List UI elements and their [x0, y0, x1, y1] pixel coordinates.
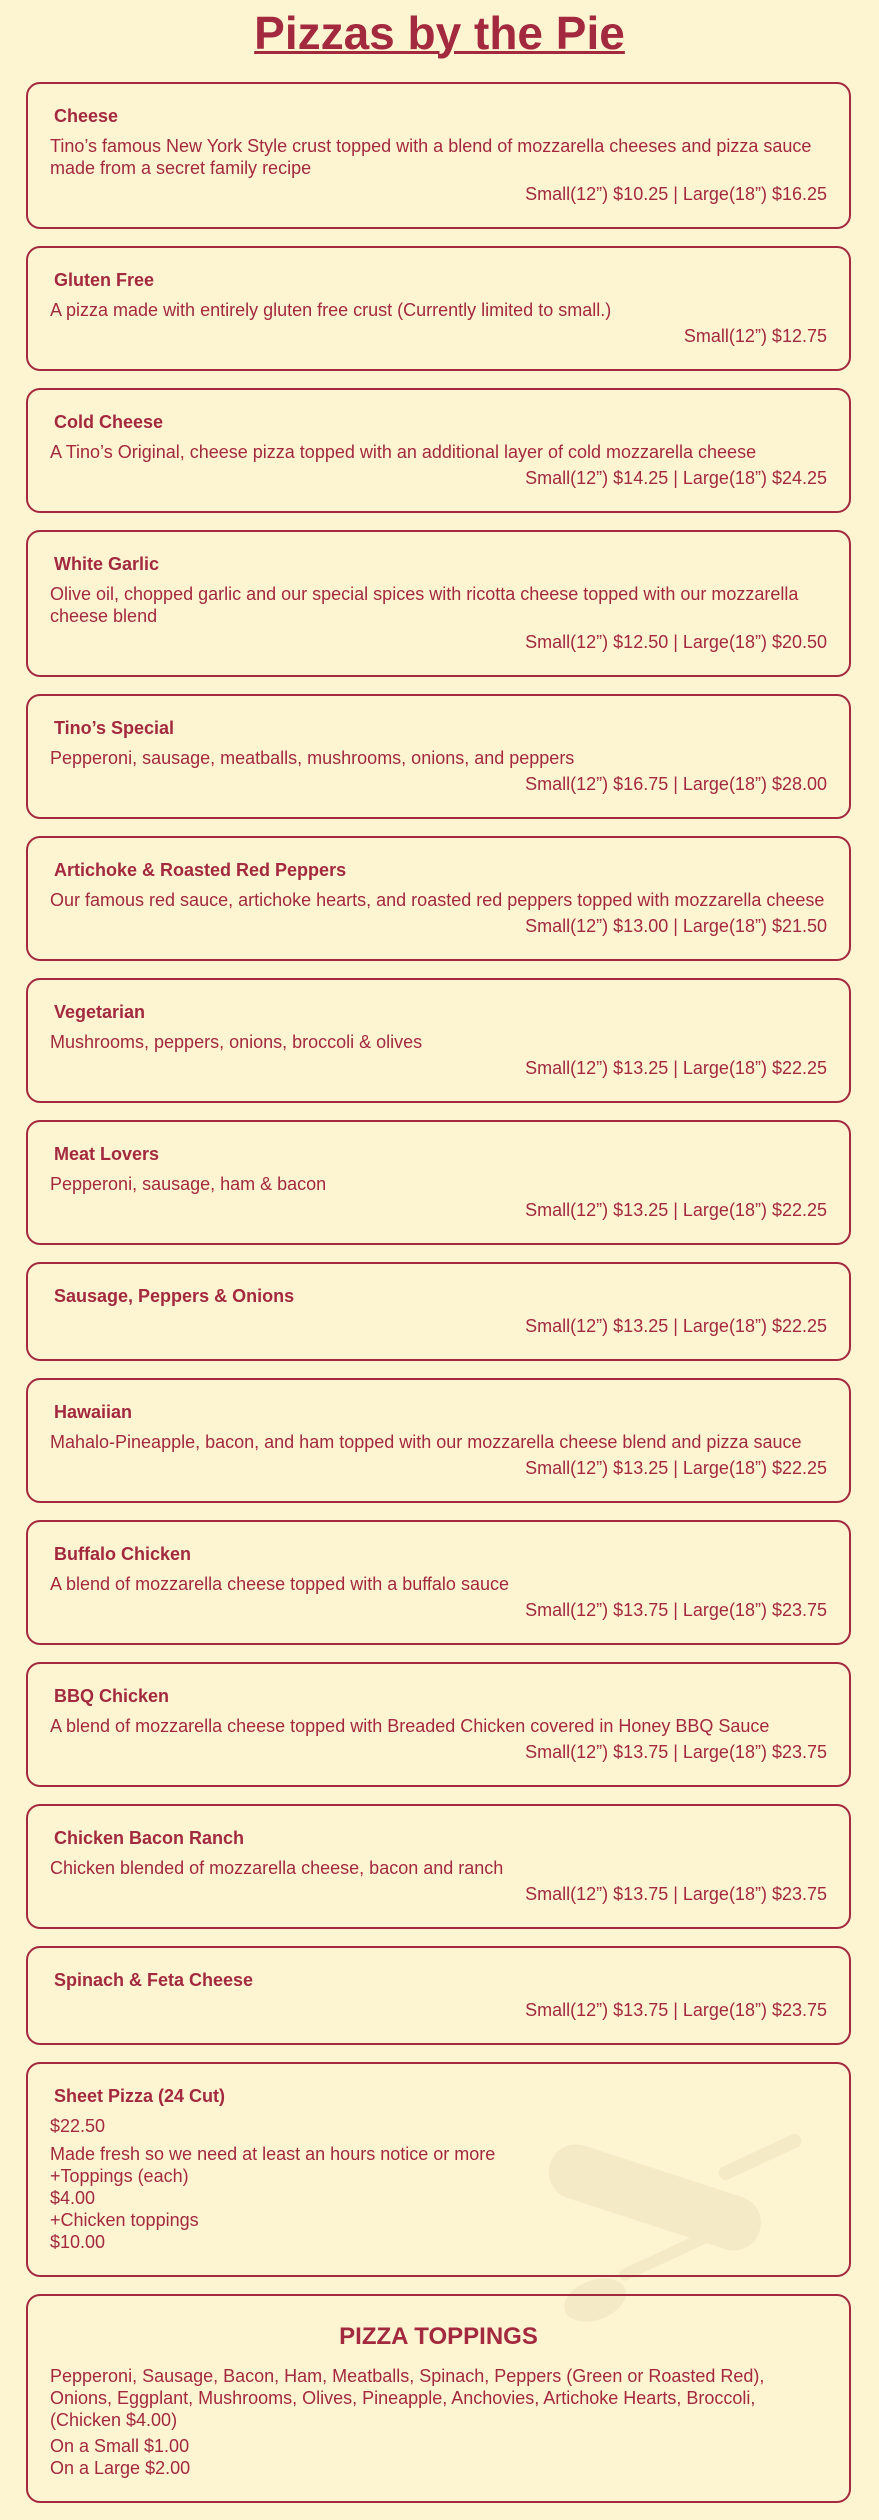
menu-item-name: White Garlic	[54, 554, 160, 574]
page-title: Pizzas by the Pie	[254, 7, 625, 59]
toppings-large-price: On a Large $2.00	[50, 2458, 191, 2478]
sheet-detail-line: $4.00	[50, 2188, 96, 2208]
menu-item-card	[26, 530, 851, 677]
sheet-price: $22.50	[50, 2116, 106, 2136]
menu-item-name: Hawaiian	[54, 1402, 133, 1422]
menu-item-card	[26, 1262, 851, 1361]
menu-item-description: Mahalo-Pineapple, bacon, and ham topped with our mozzarella cheese blend and pizza sauce	[50, 1432, 802, 1452]
menu-item-price: Small(12”) $16.75 | Large(18”) $28.00	[525, 774, 827, 794]
menu-item-card	[26, 694, 851, 819]
menu-item-card	[26, 1804, 851, 1929]
menu-item-name: Meat Lovers	[54, 1144, 160, 1164]
menu-item-card	[26, 1662, 851, 1787]
menu-item-name: Vegetarian	[54, 1002, 146, 1022]
menu-item-card	[26, 388, 851, 513]
menu-item-price: Small(12”) $13.25 | Large(18”) $22.25	[525, 1316, 827, 1336]
menu-item-price: Small(12”) $10.25 | Large(18”) $16.25	[525, 184, 827, 204]
menu-item-card	[26, 1946, 851, 2045]
pizza-toppings-card	[26, 2294, 851, 2503]
menu-item-description: Pepperoni, sausage, meatballs, mushrooms, onions, and peppers	[50, 748, 575, 768]
menu-item-name: Spinach & Feta Cheese	[54, 1970, 254, 1990]
menu-item-card	[26, 1520, 851, 1645]
menu-item-price: Small(12”) $14.25 | Large(18”) $24.25	[525, 468, 827, 488]
menu-item-price: Small(12”) $13.75 | Large(18”) $23.75	[525, 1742, 827, 1762]
menu-item-card	[26, 82, 851, 229]
menu-item-price: Small(12”) $13.25 | Large(18”) $22.25	[525, 1058, 827, 1078]
menu-item-description: Pepperoni, sausage, ham & bacon	[50, 1174, 327, 1194]
menu-item-price: Small(12”) $13.25 | Large(18”) $22.25	[525, 1458, 827, 1478]
menu-item-price: Small(12”) $13.75 | Large(18”) $23.75	[525, 1884, 827, 1904]
toppings-small-price: On a Small $1.00	[50, 2436, 190, 2456]
menu-item-card	[26, 836, 851, 961]
menu-item-price: Small(12”) $13.75 | Large(18”) $23.75	[525, 2000, 827, 2020]
menu-item-description: Mushrooms, peppers, onions, broccoli & olives	[50, 1032, 423, 1052]
menu-item-description: Olive oil, chopped garlic and our special spices with ricotta cheese topped with our mozzarella cheese blend	[50, 584, 799, 626]
menu-item-description: A blend of mozzarella cheese topped with Breaded Chicken covered in Honey BBQ Sauce	[50, 1716, 770, 1736]
sheet-pizza-card	[26, 2062, 851, 2277]
menu-item-card	[26, 246, 851, 371]
menu-list	[26, 82, 851, 2520]
menu-item-price: Small(12”) $13.25 | Large(18”) $22.25	[525, 1200, 827, 1220]
menu-item-description: A blend of mozzarella cheese topped with a buffalo sauce	[50, 1574, 509, 1594]
menu-item-name: Sheet Pizza (24 Cut)	[54, 2086, 226, 2106]
menu-item-name: Artichoke & Roasted Red Peppers	[54, 860, 347, 880]
menu-item-price: Small(12”) $12.50 | Large(18”) $20.50	[525, 632, 827, 652]
menu-item-name: Chicken Bacon Ranch	[54, 1828, 245, 1848]
menu-item-name: Cheese	[54, 106, 119, 126]
menu-item-name: Tino’s Special	[54, 718, 175, 738]
sheet-detail-line: $10.00	[50, 2232, 106, 2252]
menu-item-description: Tino’s famous New York Style crust topped with a blend of mozzarella cheeses and pizza sauce made from a secret family recipe	[50, 136, 812, 178]
menu-item-name: Buffalo Chicken	[54, 1544, 192, 1564]
menu-item-name: Sausage, Peppers & Onions	[54, 1286, 295, 1306]
toppings-list: Pepperoni, Sausage, Bacon, Ham, Meatballs, Spinach, Peppers (Green or Roasted Red), Onions, Eggplant, Mushrooms, Olives, Pineapple, Anchovies, Artichoke Hearts, Broccoli, (Chicken $4.00)	[50, 2366, 765, 2430]
menu-item-name: Cold Cheese	[54, 412, 164, 432]
menu-item-description: A pizza made with entirely gluten free crust (Currently limited to small.)	[50, 300, 612, 320]
menu-item-name: BBQ Chicken	[54, 1686, 170, 1706]
menu-item-price: Small(12”) $13.75 | Large(18”) $23.75	[525, 1600, 827, 1620]
sheet-detail-line: Made fresh so we need at least an hours notice or more	[50, 2144, 496, 2164]
menu-item-description: Our famous red sauce, artichoke hearts, and roasted red peppers topped with mozzarella cheese	[50, 890, 825, 910]
menu-item-card	[26, 1378, 851, 1503]
menu-item-card	[26, 978, 851, 1103]
menu-item-price: Small(12”) $13.00 | Large(18”) $21.50	[525, 916, 827, 936]
menu-item-price: Small(12”) $12.75	[683, 326, 827, 346]
sheet-detail-line: +Chicken toppings	[50, 2210, 199, 2230]
menu-item-name: Gluten Free	[54, 270, 155, 290]
menu-item-card	[26, 1120, 851, 1245]
menu-item-description: Chicken blended of mozzarella cheese, bacon and ranch	[50, 1858, 504, 1878]
menu-item-description: A Tino’s Original, cheese pizza topped with an additional layer of cold mozzarella cheese	[50, 442, 757, 462]
toppings-title: PIZZA TOPPINGS	[339, 2323, 538, 2350]
sheet-detail-line: +Toppings (each)	[50, 2166, 189, 2186]
